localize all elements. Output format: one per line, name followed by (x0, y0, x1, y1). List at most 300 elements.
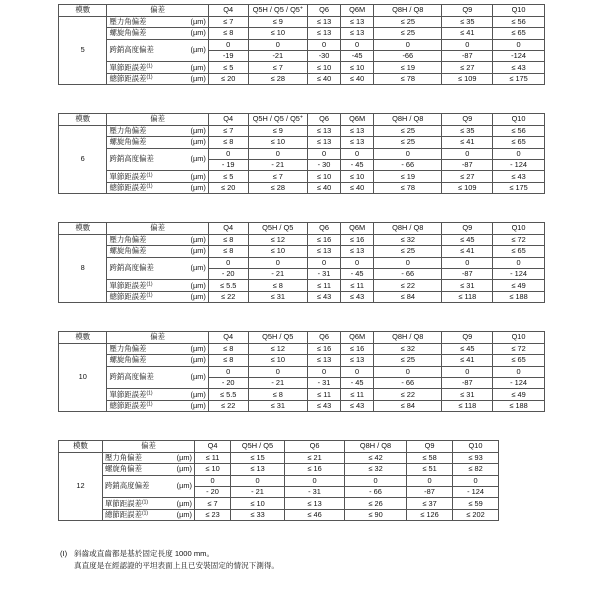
unit-label: (µm) (175, 39, 208, 62)
value-cell: ≤ 59 (453, 498, 499, 509)
value-cell: ≤ 8 (208, 137, 248, 148)
grade-header-q10: Q10 (493, 114, 545, 126)
value-cell: ≤ 37 (407, 498, 453, 509)
unit-label: (µm) (175, 343, 208, 354)
value-cell: ≤ 13 (231, 464, 285, 475)
value-cell: ≤ 13 (285, 498, 345, 509)
value-cell: ≤ 8 (208, 246, 248, 257)
row-label: 總節距誤差$^{(1)}$ (107, 73, 175, 84)
value-cell: ≤ 72 (493, 343, 545, 354)
value-cell: ≤ 16 (308, 343, 341, 354)
value-cell: 0 (493, 148, 545, 159)
value-cell: 0 (285, 475, 345, 486)
row-label: 壓力角偏差 (103, 452, 165, 463)
value-cell: ≤ 5 (208, 62, 248, 73)
unit-label: (µm) (165, 475, 195, 498)
value-cell: 0 (345, 475, 407, 486)
grade-header-q8: Q8H / Q8 (374, 223, 442, 235)
value-cell: ≤ 5.5 (208, 389, 248, 400)
grade-header-q9: Q9 (407, 441, 453, 453)
value-cell: ≤ 7 (195, 498, 231, 509)
value-cell: - 124 (453, 486, 499, 497)
unit-label: (µm) (175, 389, 208, 400)
value-cell: ≤ 20 (208, 182, 248, 193)
value-cell: ≤ 41 (442, 28, 493, 39)
grade-header-q4: Q4 (208, 223, 248, 235)
grade-header-q5-sup: Q5H / Q5 / Q5+ (248, 5, 308, 17)
value-cell: ≤ 11 (308, 389, 341, 400)
value-cell: ≤ 10 (231, 498, 285, 509)
value-cell: - 45 (341, 377, 374, 388)
grade-header-q6: Q6 (308, 223, 341, 235)
unit-label: (µm) (175, 355, 208, 366)
value-cell: -124 (493, 50, 545, 61)
tolerance-table-module-12 (58, 440, 546, 521)
value-cell: - 45 (341, 159, 374, 170)
value-cell: ≤ 43 (493, 171, 545, 182)
value-cell: ≤ 65 (493, 246, 545, 257)
value-cell: ≤ 175 (493, 73, 545, 84)
value-cell: ≤ 49 (493, 280, 545, 291)
value-cell: - 31 (285, 486, 345, 497)
row-label: 螺旋角偏差 (107, 246, 175, 257)
value-cell: ≤ 43 (341, 291, 374, 302)
value-cell: ≤ 72 (493, 234, 545, 245)
tolerance-table-module-8 (58, 222, 545, 303)
value-cell: ≤ 10 (195, 464, 231, 475)
unit-label: (µm) (175, 234, 208, 245)
value-cell: 0 (407, 475, 453, 486)
value-cell: ≤ 27 (442, 62, 493, 73)
value-cell: ≤ 45 (442, 343, 493, 354)
row-label: 跨銷高度偏差 (107, 39, 175, 62)
value-cell: ≤ 8 (208, 28, 248, 39)
value-cell: 0 (374, 39, 442, 50)
row-label: 單節距誤差$^{(1)}$ (107, 171, 175, 182)
value-cell: ≤ 10 (308, 62, 341, 73)
value-cell: 0 (493, 39, 545, 50)
value-cell: 0 (442, 148, 493, 159)
value-cell: ≤ 22 (208, 400, 248, 411)
value-cell: 0 (208, 257, 248, 268)
value-cell: ≤ 31 (248, 291, 308, 302)
unit-label: (µm) (165, 452, 195, 463)
value-cell: ≤ 41 (442, 246, 493, 257)
value-cell: -87 (442, 377, 493, 388)
pitch-height-row-upper (59, 366, 545, 377)
header-row (59, 5, 545, 17)
pressure-angle-row (59, 16, 545, 27)
value-cell: - 124 (493, 159, 545, 170)
value-cell: - 20 (195, 486, 231, 497)
value-cell: ≤ 20 (208, 73, 248, 84)
value-cell: 0 (453, 475, 499, 486)
value-cell: ≤ 45 (442, 234, 493, 245)
value-cell: ≤ 78 (374, 73, 442, 84)
value-cell: ≤ 13 (341, 246, 374, 257)
value-cell: ≤ 90 (345, 509, 407, 520)
row-label: 螺旋角偏差 (107, 137, 175, 148)
helix-angle-row (59, 464, 546, 475)
value-cell: ≤ 49 (493, 389, 545, 400)
value-cell: ≤ 25 (374, 355, 442, 366)
value-cell: ≤ 10 (248, 28, 308, 39)
value-cell: ≤ 13 (341, 137, 374, 148)
helix-angle-row (59, 137, 545, 148)
value-cell: ≤ 25 (374, 28, 442, 39)
row-label: 總節距誤差$^{(1)}$ (103, 509, 165, 520)
value-cell: -21 (248, 50, 308, 61)
pressure-angle-row (59, 234, 545, 245)
value-cell: ≤ 10 (248, 246, 308, 257)
value-cell: ≤ 8 (208, 234, 248, 245)
value-cell: ≤ 7 (248, 62, 308, 73)
value-cell: ≤ 7 (248, 171, 308, 182)
row-label: 螺旋角偏差 (103, 464, 165, 475)
unit-label: (µm) (175, 246, 208, 257)
grade-header-q4: Q4 (208, 5, 248, 17)
value-cell: -87 (407, 486, 453, 497)
helix-angle-row (59, 355, 545, 366)
value-cell: ≤ 16 (341, 343, 374, 354)
value-cell: ≤ 56 (493, 125, 545, 136)
value-cell: - 66 (374, 159, 442, 170)
value-cell: ≤ 41 (442, 355, 493, 366)
value-cell: ≤ 11 (341, 389, 374, 400)
grade-header-q8: Q8H / Q8 (374, 332, 442, 344)
value-cell: ≤ 40 (308, 73, 341, 84)
value-cell: ≤ 42 (345, 452, 407, 463)
value-cell: ≤ 25 (374, 137, 442, 148)
value-cell: - 21 (248, 377, 308, 388)
value-cell: ≤ 19 (374, 171, 442, 182)
value-cell: ≤ 16 (285, 464, 345, 475)
grade-header-q9: Q9 (442, 5, 493, 17)
value-cell: ≤ 40 (341, 73, 374, 84)
grade-header-q5: Q5H / Q5 (231, 441, 285, 453)
value-cell: - 45 (341, 268, 374, 279)
row-label: 單節距誤差$^{(1)}$ (107, 62, 175, 73)
grade-header-q6m: Q6M (341, 114, 374, 126)
value-cell: ≤ 35 (442, 125, 493, 136)
value-cell: ≤ 13 (341, 125, 374, 136)
module-value: 10 (59, 343, 107, 411)
grade-header-q8: Q8H / Q8 (374, 114, 442, 126)
value-cell: ≤ 109 (442, 73, 493, 84)
value-cell: ≤ 11 (195, 452, 231, 463)
grade-header-q5-sup: Q5H / Q5 / Q5+ (248, 114, 308, 126)
pressure-angle-row (59, 452, 546, 463)
value-cell: ≤ 28 (248, 73, 308, 84)
tolerance-table-module-6 (58, 113, 545, 194)
value-cell: ≤ 10 (248, 355, 308, 366)
row-label: 總節距誤差$^{(1)}$ (107, 291, 175, 302)
row-label: 壓力角偏差 (107, 125, 175, 136)
grade-header-q9: Q9 (442, 114, 493, 126)
value-cell: -87 (442, 268, 493, 279)
value-cell: -30 (308, 50, 341, 61)
value-cell: ≤ 10 (341, 62, 374, 73)
value-cell: 0 (374, 148, 442, 159)
value-cell: ≤ 8 (248, 280, 308, 291)
grade-header-q6m: Q6M (341, 223, 374, 235)
grade-header-q8: Q8H / Q8 (374, 5, 442, 17)
single-pitch-row (59, 389, 545, 400)
total-pitch-row (59, 182, 545, 193)
module-value: 8 (59, 234, 107, 302)
deviation-header: 偏差 (107, 332, 208, 344)
value-cell: ≤ 126 (407, 509, 453, 520)
unit-label: (µm) (175, 400, 208, 411)
unit-label: (µm) (175, 28, 208, 39)
value-cell: ≤ 31 (442, 280, 493, 291)
unit-label: (µm) (175, 125, 208, 136)
unit-label: (µm) (175, 280, 208, 291)
header-row (59, 114, 545, 126)
unit-label: (µm) (175, 366, 208, 389)
row-label: 單節距誤差$^{(1)}$ (103, 498, 165, 509)
value-cell: ≤ 26 (345, 498, 407, 509)
value-cell: 0 (248, 257, 308, 268)
row-label: 壓力角偏差 (107, 16, 175, 27)
deviation-header: 偏差 (107, 5, 208, 17)
value-cell: ≤ 43 (308, 400, 341, 411)
value-cell: ≤ 58 (407, 452, 453, 463)
value-cell: -87 (442, 50, 493, 61)
footnote (60, 548, 279, 571)
row-label: 壓力角偏差 (107, 343, 175, 354)
value-cell: -66 (374, 50, 442, 61)
value-cell: ≤ 22 (374, 280, 442, 291)
unit-label: (µm) (175, 182, 208, 193)
value-cell: ≤ 32 (345, 464, 407, 475)
value-cell: ≤ 12 (248, 234, 308, 245)
value-cell: ≤ 31 (442, 389, 493, 400)
pitch-height-row-upper (59, 475, 546, 486)
value-cell: ≤ 13 (341, 16, 374, 27)
grade-header-q6: Q6 (308, 5, 341, 17)
value-cell: ≤ 8 (208, 355, 248, 366)
value-cell: ≤ 25 (374, 125, 442, 136)
value-cell: ≤ 21 (285, 452, 345, 463)
helix-angle-row (59, 246, 545, 257)
value-cell: ≤ 65 (493, 355, 545, 366)
value-cell: ≤ 13 (341, 355, 374, 366)
unit-label: (µm) (165, 464, 195, 475)
value-cell: ≤ 84 (374, 291, 442, 302)
grade-header-q8: Q8H / Q8 (345, 441, 407, 453)
module-header: 模數 (59, 441, 103, 453)
value-cell: - 31 (308, 377, 341, 388)
value-cell: ≤ 19 (374, 62, 442, 73)
unit-label: (µm) (175, 62, 208, 73)
value-cell: - 66 (374, 268, 442, 279)
pitch-height-row-upper (59, 148, 545, 159)
grade-header-q4: Q4 (195, 441, 231, 453)
value-cell: ≤ 22 (374, 389, 442, 400)
value-cell: 0 (308, 39, 341, 50)
value-cell: ≤ 10 (248, 137, 308, 148)
value-cell: ≤ 78 (374, 182, 442, 193)
value-cell: 0 (308, 257, 341, 268)
row-label: 跨銷高度偏差 (103, 475, 165, 498)
value-cell: 0 (442, 39, 493, 50)
value-cell: - 31 (308, 268, 341, 279)
value-cell: 0 (248, 39, 308, 50)
value-cell: ≤ 13 (308, 137, 341, 148)
total-pitch-row (59, 400, 545, 411)
unit-label: (µm) (175, 171, 208, 182)
grade-header-q6: Q6 (285, 441, 345, 453)
value-cell: ≤ 13 (341, 28, 374, 39)
grade-header-q10: Q10 (493, 332, 545, 344)
value-cell: ≤ 16 (308, 234, 341, 245)
value-cell: ≤ 56 (493, 16, 545, 27)
row-label: 總節距誤差$^{(1)}$ (107, 400, 175, 411)
value-cell: 0 (341, 148, 374, 159)
value-cell: ≤ 23 (195, 509, 231, 520)
row-label: 單節距誤差$^{(1)}$ (107, 389, 175, 400)
value-cell: ≤ 25 (374, 246, 442, 257)
value-cell: 0 (442, 257, 493, 268)
value-cell: ≤ 46 (285, 509, 345, 520)
value-cell: 0 (308, 148, 341, 159)
value-cell: ≤ 27 (442, 171, 493, 182)
value-cell: ≤ 175 (493, 182, 545, 193)
value-cell: ≤ 33 (231, 509, 285, 520)
pressure-angle-row (59, 125, 545, 136)
total-pitch-row (59, 73, 545, 84)
value-cell: 0 (341, 257, 374, 268)
value-cell: ≤ 82 (453, 464, 499, 475)
grade-header-q6m: Q6M (341, 5, 374, 17)
unit-label: (µm) (165, 498, 195, 509)
value-cell: ≤ 35 (442, 16, 493, 27)
row-label: 單節距誤差$^{(1)}$ (107, 280, 175, 291)
value-cell: ≤ 12 (248, 343, 308, 354)
value-cell: ≤ 118 (442, 291, 493, 302)
footnote-line-1: 斜齒或直齒都是基於固定長度 1000 mm。 (74, 549, 215, 558)
value-cell: - 21 (231, 486, 285, 497)
value-cell: - 30 (308, 159, 341, 170)
value-cell: 0 (341, 366, 374, 377)
value-cell: -45 (341, 50, 374, 61)
value-cell: ≤ 65 (493, 137, 545, 148)
value-cell: ≤ 43 (341, 400, 374, 411)
unit-label: (µm) (175, 137, 208, 148)
value-cell: ≤ 202 (453, 509, 499, 520)
grade-header-q6m: Q6M (341, 332, 374, 344)
module-header: 模數 (59, 114, 107, 126)
value-cell: -19 (208, 50, 248, 61)
value-cell: ≤ 188 (493, 291, 545, 302)
row-label: 跨銷高度偏差 (107, 366, 175, 389)
value-cell: ≤ 188 (493, 400, 545, 411)
unit-label: (µm) (175, 291, 208, 302)
value-cell: 0 (231, 475, 285, 486)
value-cell: ≤ 13 (308, 355, 341, 366)
value-cell: 0 (341, 39, 374, 50)
row-label: 壓力角偏差 (107, 234, 175, 245)
row-label: 總節距誤差$^{(1)}$ (107, 182, 175, 193)
value-cell: ≤ 32 (374, 234, 442, 245)
grade-header-q6: Q6 (308, 332, 341, 344)
helix-angle-row (59, 28, 545, 39)
value-cell: ≤ 65 (493, 28, 545, 39)
grade-header-q6: Q6 (308, 114, 341, 126)
row-label: 跨銷高度偏差 (107, 257, 175, 280)
value-cell: 0 (208, 366, 248, 377)
value-cell: 0 (493, 257, 545, 268)
header-row (59, 332, 545, 344)
footnote-line-2: 真直度是在經認證的平坦表面上且已安裝固定的情況下測得。 (74, 560, 280, 570)
grade-header-q4: Q4 (208, 332, 248, 344)
value-cell: - 21 (248, 159, 308, 170)
value-cell: ≤ 31 (248, 400, 308, 411)
value-cell: 0 (374, 257, 442, 268)
module-value: 12 (59, 452, 103, 520)
value-cell: 0 (308, 366, 341, 377)
pressure-angle-row (59, 343, 545, 354)
value-cell: ≤ 93 (453, 452, 499, 463)
value-cell: -87 (442, 159, 493, 170)
value-cell: - 20 (208, 377, 248, 388)
total-pitch-row (59, 291, 545, 302)
value-cell: ≤ 41 (442, 137, 493, 148)
row-label: 螺旋角偏差 (107, 355, 175, 366)
value-cell: 0 (248, 366, 308, 377)
value-cell: ≤ 5 (208, 171, 248, 182)
unit-label: (µm) (175, 16, 208, 27)
value-cell: - 124 (493, 268, 545, 279)
value-cell: ≤ 13 (308, 16, 341, 27)
value-cell: ≤ 9 (248, 16, 308, 27)
header-row (59, 441, 546, 453)
value-cell: - 20 (208, 268, 248, 279)
value-cell: ≤ 7 (208, 16, 248, 27)
pitch-height-row-upper (59, 39, 545, 50)
unit-label: (µm) (175, 73, 208, 84)
unit-label: (µm) (165, 509, 195, 520)
row-label: 螺旋角偏差 (107, 28, 175, 39)
value-cell: ≤ 22 (208, 291, 248, 302)
value-cell: - 21 (248, 268, 308, 279)
module-header: 模數 (59, 223, 107, 235)
grade-header-q9: Q9 (442, 332, 493, 344)
tolerance-table-module-10 (58, 331, 545, 412)
value-cell: ≤ 28 (248, 182, 308, 193)
value-cell: 0 (195, 475, 231, 486)
value-cell: ≤ 25 (374, 16, 442, 27)
value-cell: ≤ 13 (308, 28, 341, 39)
unit-label: (µm) (175, 257, 208, 280)
unit-label: (µm) (175, 148, 208, 171)
value-cell: - 66 (374, 377, 442, 388)
deviation-header: 偏差 (103, 441, 195, 453)
value-cell: ≤ 40 (341, 182, 374, 193)
value-cell: 0 (208, 148, 248, 159)
value-cell: ≤ 40 (308, 182, 341, 193)
single-pitch-row (59, 62, 545, 73)
value-cell: ≤ 10 (308, 171, 341, 182)
value-cell: ≤ 10 (341, 171, 374, 182)
value-cell: ≤ 109 (442, 182, 493, 193)
value-cell: ≤ 11 (308, 280, 341, 291)
value-cell: ≤ 43 (493, 62, 545, 73)
value-cell: ≤ 9 (248, 125, 308, 136)
value-cell: - 66 (345, 486, 407, 497)
value-cell: 0 (442, 366, 493, 377)
